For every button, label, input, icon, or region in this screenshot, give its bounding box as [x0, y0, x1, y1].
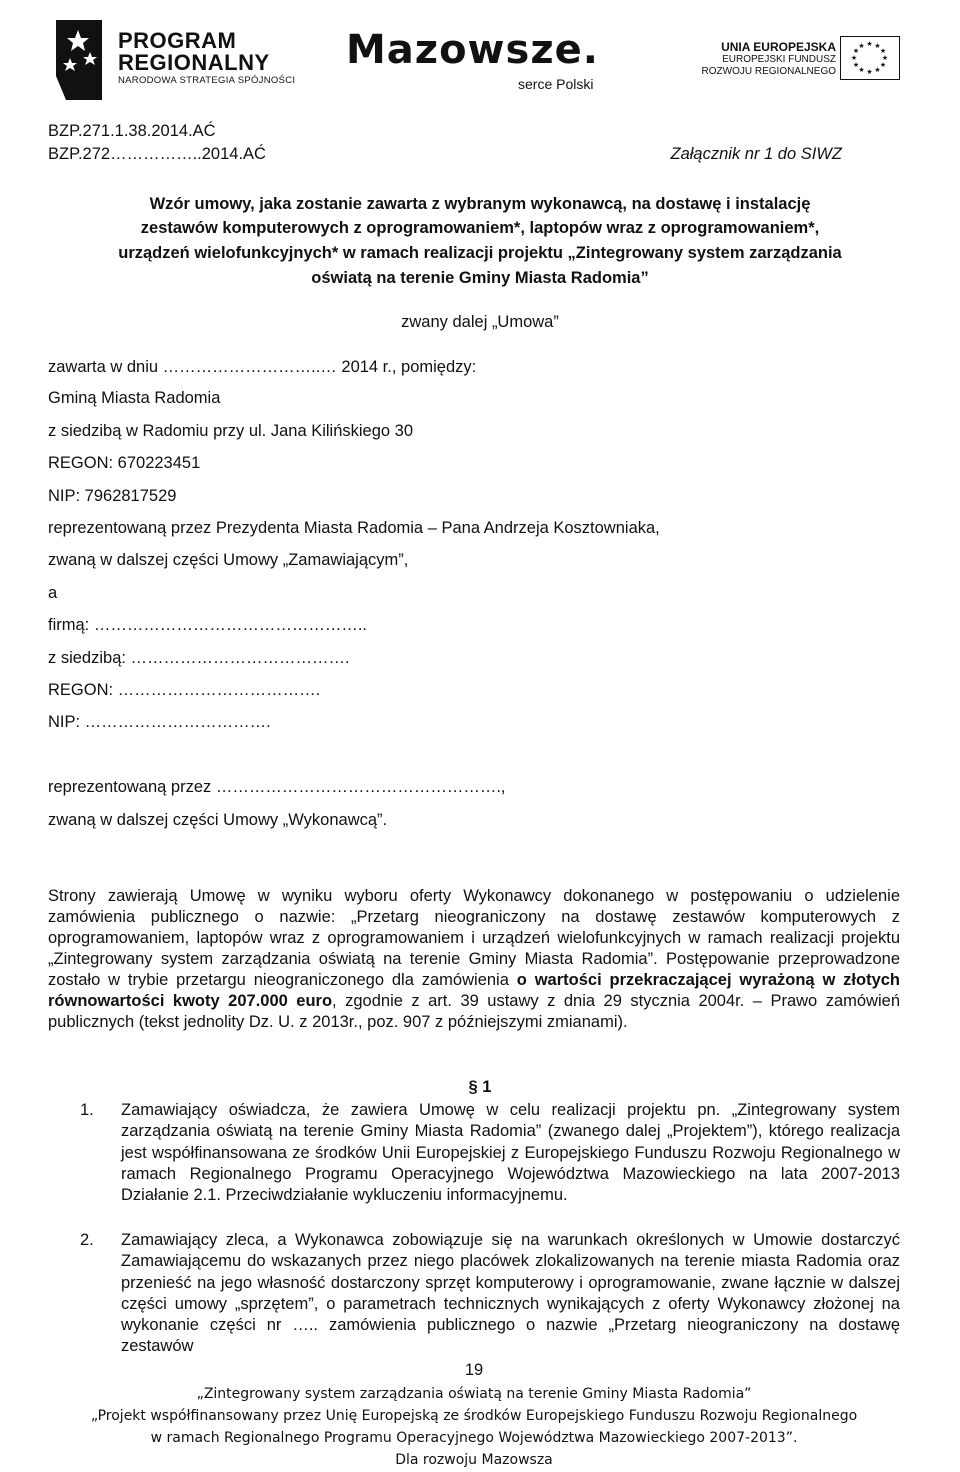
eu-line1: UNIA EUROPEJSKA [721, 40, 836, 54]
svg-text:★: ★ [852, 61, 860, 69]
footer-line-1: „Zintegrowany system zarządzania oświatą na terenie Gminy Miasta Radomia” [196, 1386, 752, 1402]
party2-representative: reprezentowaną przez ……………………………………………., [48, 778, 506, 796]
svg-text:★: ★ [858, 66, 865, 74]
program-star-icon [48, 16, 110, 102]
attachment-label: Załącznik nr 1 do SIWZ [670, 145, 842, 163]
contract-called: zwany dalej „Umowa” [401, 313, 559, 331]
eu-line2: EUROPEJSKI FUNDUSZ [722, 54, 836, 65]
title-line-2: zestawów komputerowych z oprogramowaniem*, laptopów wraz z oprogramowaniem*, [140, 219, 820, 237]
svg-text:★: ★ [866, 68, 873, 76]
footer-line-2: „Projekt współfinansowany przez Unię Europejską ze środków Europejskiego Funduszu Rozwoju Regionalnego [90, 1408, 858, 1424]
footer-line-4: Dla rozwoju Mazowsza [395, 1452, 553, 1468]
footer-line-3: w ramach Regionalnego Programu Operacyjnego Województwa Mazowieckiego 2007-2013”. [150, 1430, 798, 1446]
list-item-text: Zamawiający zleca, a Wykonawca zobowiązuje się na warunkach określonych w Umowie dostarczyć Zamawiającemu do wskazanych przez niego placówek zlokalizowanych na terenie miasta Radomia oraz przenieść na jego własność dostarczony sprzęt komputerowy i oprogramowanie, zwane łącznie w dalszej części umowy „sprzętem”, o parametrach technicznych wynikających z oferty Wykonawcy złożonej na wykonanie części nr ….. zamówienia publicznego o nazwie „Przetarg nieograniczony na dostawę zestawów [121, 1231, 900, 1356]
intro-text: Strony zawierają Umowę w wyniku wyboru oferty Wykonawcy dokonanego w postępowaniu o udzielenie zamówienia publicznego o nazwie: „Przetarg nieograniczony na dostawę zestawów komputerowych z oprogramowaniem, laptopów wraz z oprogramowaniem i urządzeń wielofunkcyjnych w ramach realizacji projektu „Zintegrowany system zarządzania oświatą na terenie Gminy Miasta Radomia”. Postępowanie przeprowadzone zostało w trybie przetargu nieograniczonego dla zamówienia [48, 887, 900, 989]
svg-text:★: ★ [866, 40, 873, 48]
list-item-text: Zamawiający oświadcza, że zawiera Umowę w celu realizacji projektu pn. „Zintegrowany system zarządzania oświatą na terenie Gminy Miasta Radomia” (zwanego dalej „Projektem”), którego realizacja jest współfinansowana ze środków Unii Europejskiej z Europejskiego Funduszu Rozwoju Regionalnego w ramach Regionalnego Programu Operacyjnego Województwa Mazowieckiego na lata 2007-2013 Działanie 2.1. Przeciwdziałanie wykluczeniu informacyjnemu. [121, 1101, 900, 1205]
party1-seat: z siedzibą w Radomiu przy ul. Jana Kilińskiego 30 [48, 422, 414, 440]
section-heading: § 1 [468, 1078, 492, 1096]
svg-text:★: ★ [852, 47, 860, 55]
party2-seat: z siedzibą: …………………………………. [48, 649, 350, 667]
party1-name: Gminą Miasta Radomia [48, 389, 221, 407]
reference-number-1: BZP.271.1.38.2014.AĆ [48, 122, 216, 140]
program-title-line2: REGIONALNY [118, 50, 270, 75]
reference-number-2: BZP.272……………..2014.AĆ [48, 145, 266, 163]
eu-flag-icon [840, 36, 900, 80]
party1-representative: reprezentowaną przez Prezydenta Miasta Radomia – Pana Andrzeja Kosztowniaka, [48, 519, 660, 537]
svg-text:★: ★ [850, 54, 858, 62]
intro-bold-text: o wartości przekraczającej wyrażoną w złotych równowartości kwoty 207.000 euro [48, 971, 901, 1010]
mazowsze-tagline: serce Polski [518, 76, 594, 92]
program-title-line3: NARODOWA STRATEGIA SPÓJNOŚCI [118, 75, 296, 86]
list-item-number: 2. [80, 1231, 94, 1249]
svg-text:★: ★ [874, 66, 881, 74]
eu-logo [686, 36, 906, 96]
intro-text-end: , zgodnie z art. 39 ustawy z dnia 29 stycznia 2004r. – Prawo zamówień publicznych (tekst jednolity Dz. U. z 2013r., poz. 907 z późniejszymi zmianami). [48, 992, 900, 1031]
mazowsze-wordmark: Mazowsze. [346, 27, 599, 73]
party1-regon: REGON: 670223451 [48, 454, 201, 472]
intro-paragraph [48, 886, 900, 1033]
program-title-line1: PROGRAM [118, 28, 237, 53]
header-logos [48, 14, 908, 104]
party2-regon: REGON: ………………………………. [48, 681, 321, 699]
title-line-3: urządzeń wielofunkcyjnych* w ramach realizacji projektu „Zintegrowany system zarządzania [118, 244, 842, 262]
svg-text:★: ★ [881, 54, 889, 62]
svg-text:★: ★ [858, 42, 865, 50]
svg-text:★: ★ [874, 42, 881, 50]
program-regionalny-logo [48, 14, 308, 104]
and-connector: a [48, 584, 58, 602]
party2-firm: firmą: ………………………………………….. [48, 616, 368, 634]
title-line-1: Wzór umowy, jaka zostanie zawarta z wybranym wykonawcą, na dostawę i instalację [149, 195, 811, 213]
title-line-4: oświatą na terenie Gminy Miasta Radomia” [311, 269, 649, 287]
mazowsze-logo [346, 28, 626, 98]
svg-text:★: ★ [879, 61, 887, 69]
page-number: 19 [464, 1361, 484, 1379]
svg-text:★: ★ [879, 47, 887, 55]
eu-line3: ROZWOJU REGIONALNEGO [701, 66, 836, 77]
list-item-number: 1. [80, 1101, 94, 1119]
party1-nip: NIP: 7962817529 [48, 487, 177, 505]
party1-called: zwaną w dalszej części Umowy „Zamawiającym”, [48, 551, 409, 569]
contract-date-line: zawarta w dniu ………………………..… 2014 r., pomiędzy: [48, 358, 477, 376]
party2-nip: NIP: ……………………………. [48, 713, 271, 731]
party2-called: zwaną w dalszej części Umowy „Wykonawcą”. [48, 811, 388, 829]
